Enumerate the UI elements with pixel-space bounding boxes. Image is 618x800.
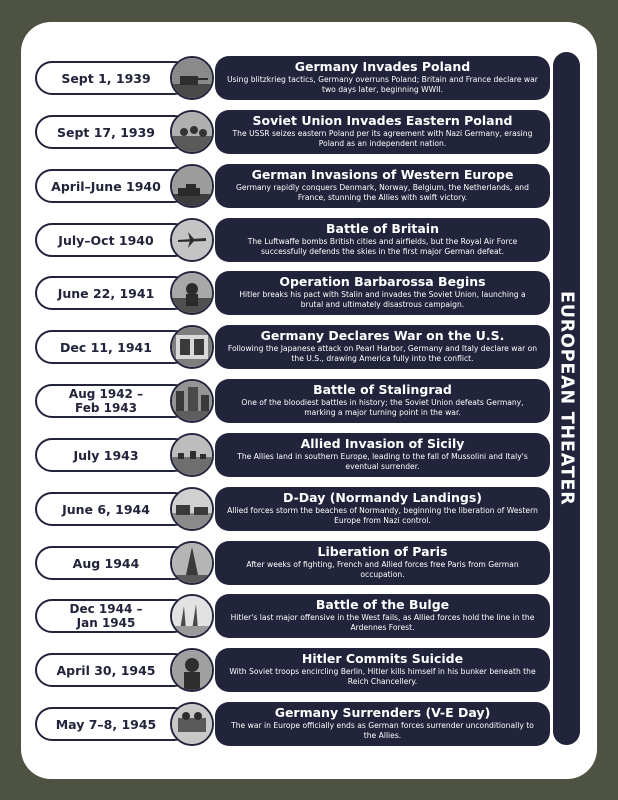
event-row bbox=[35, 594, 550, 638]
event-title: Germany Surrenders (V-E Day) bbox=[274, 705, 491, 720]
event-row bbox=[35, 110, 550, 154]
event-title: Liberation of Paris bbox=[317, 544, 448, 559]
date-pill: April–June 1940 bbox=[35, 169, 191, 203]
event-description: Using blitzkrieg tactics, Germany overruns Poland; Britain and France declare war two days later, beginning WWII. bbox=[227, 75, 538, 94]
event-description: The USSR seizes eastern Poland per its agreement with Nazi Germany, erasing Poland as an independent nation. bbox=[232, 129, 533, 148]
event-photo bbox=[170, 56, 214, 100]
event-box bbox=[215, 110, 550, 154]
date-pill: July 1943 bbox=[35, 438, 191, 472]
date-pill: May 7–8, 1945 bbox=[35, 707, 191, 741]
date-pill: June 22, 1941 bbox=[35, 276, 191, 310]
event-description: After weeks of fighting, French and Allied forces free Paris from German occupation. bbox=[246, 560, 519, 579]
event-description: With Soviet troops encircling Berlin, Hitler kills himself in his bunker beneath the Reich Chancellery. bbox=[229, 667, 536, 686]
event-box bbox=[215, 594, 550, 638]
event-photo bbox=[170, 164, 214, 208]
event-row bbox=[35, 218, 550, 262]
event-description: The Allies land in southern Europe, leading to the fall of Mussolini and Italy's eventual surrender. bbox=[237, 452, 528, 471]
date-line: Aug 1942 – bbox=[68, 387, 144, 401]
event-row bbox=[35, 56, 550, 100]
date-pill: June 6, 1944 bbox=[35, 492, 191, 526]
event-row bbox=[35, 379, 550, 423]
event-photo bbox=[170, 594, 214, 638]
event-box bbox=[215, 487, 550, 531]
event-description: Allied forces storm the beaches of Normandy, beginning the liberation of Western Europe from Nazi control. bbox=[227, 506, 538, 525]
event-row bbox=[35, 541, 550, 585]
date-pill: Dec 11, 1941 bbox=[35, 330, 191, 364]
event-box bbox=[215, 379, 550, 423]
event-photo bbox=[170, 541, 214, 585]
event-box bbox=[215, 702, 550, 746]
event-photo bbox=[170, 648, 214, 692]
event-photo bbox=[170, 110, 214, 154]
event-photo bbox=[170, 325, 214, 369]
date-pill: April 30, 1945 bbox=[35, 653, 191, 687]
event-title: German Invasions of Western Europe bbox=[251, 167, 514, 182]
event-description: The Luftwaffe bombs British cities and airfields, but the Royal Air Force successfully defends the skies in the first major German defeat. bbox=[247, 237, 518, 256]
date-pill: Aug 1944 bbox=[35, 546, 191, 580]
date-pill: Sept 1, 1939 bbox=[35, 61, 191, 95]
event-box bbox=[215, 433, 550, 477]
date-line: Dec 1944 – bbox=[69, 602, 143, 616]
event-row bbox=[35, 702, 550, 746]
event-photo bbox=[170, 271, 214, 315]
event-box bbox=[215, 164, 550, 208]
event-box bbox=[215, 271, 550, 315]
date-line: Feb 1943 bbox=[74, 401, 137, 415]
theater-sidebar bbox=[553, 52, 580, 745]
event-description: Germany rapidly conquers Denmark, Norway, Belgium, the Netherlands, and France, stunning the Allies with swift victory. bbox=[236, 183, 529, 202]
event-row bbox=[35, 271, 550, 315]
date-pill bbox=[35, 599, 191, 633]
event-description: Hitler's last major offensive in the West fails, as Allied forces hold the line in the Ardennes Forest. bbox=[230, 613, 535, 632]
event-box bbox=[215, 56, 550, 100]
event-box bbox=[215, 218, 550, 262]
event-description: Hitler breaks his pact with Stalin and invades the Soviet Union, launching a brutal and ultimately disastrous campaign. bbox=[239, 290, 526, 309]
event-description: One of the bloodiest battles in history; the Soviet Union defeats Germany, marking a major turning point in the war. bbox=[241, 398, 524, 417]
date-line: Jan 1945 bbox=[76, 616, 136, 630]
event-title: Battle of Britain bbox=[326, 221, 439, 236]
event-box bbox=[215, 325, 550, 369]
event-photo bbox=[170, 433, 214, 477]
event-title: Battle of Stalingrad bbox=[313, 382, 452, 397]
event-row bbox=[35, 164, 550, 208]
event-title: Allied Invasion of Sicily bbox=[300, 436, 465, 451]
event-description: Following the Japanese attack on Pearl Harbor, Germany and Italy declare war on the U.S., drawing America fully into the conflict. bbox=[227, 344, 538, 363]
event-title: Germany Declares War on the U.S. bbox=[260, 328, 505, 343]
event-photo bbox=[170, 218, 214, 262]
date-pill bbox=[35, 384, 191, 418]
event-photo bbox=[170, 702, 214, 746]
event-title: Germany Invades Poland bbox=[294, 59, 471, 74]
date-pill: July–Oct 1940 bbox=[35, 223, 191, 257]
event-title: Hitler Commits Suicide bbox=[301, 651, 464, 666]
event-row bbox=[35, 648, 550, 692]
event-description: The war in Europe officially ends as German forces surrender unconditionally to the Allies. bbox=[231, 721, 534, 740]
event-title: Operation Barbarossa Begins bbox=[279, 274, 486, 289]
event-row bbox=[35, 325, 550, 369]
date-pill: Sept 17, 1939 bbox=[35, 115, 191, 149]
event-box bbox=[215, 541, 550, 585]
event-box bbox=[215, 648, 550, 692]
event-title: D-Day (Normandy Landings) bbox=[283, 490, 482, 505]
event-row bbox=[35, 433, 550, 477]
event-photo bbox=[170, 487, 214, 531]
sidebar-title: EUROPEAN THEATER bbox=[556, 291, 577, 506]
event-title: Battle of the Bulge bbox=[315, 597, 450, 612]
event-photo bbox=[170, 379, 214, 423]
event-title: Soviet Union Invades Eastern Poland bbox=[252, 113, 513, 128]
event-row bbox=[35, 487, 550, 531]
